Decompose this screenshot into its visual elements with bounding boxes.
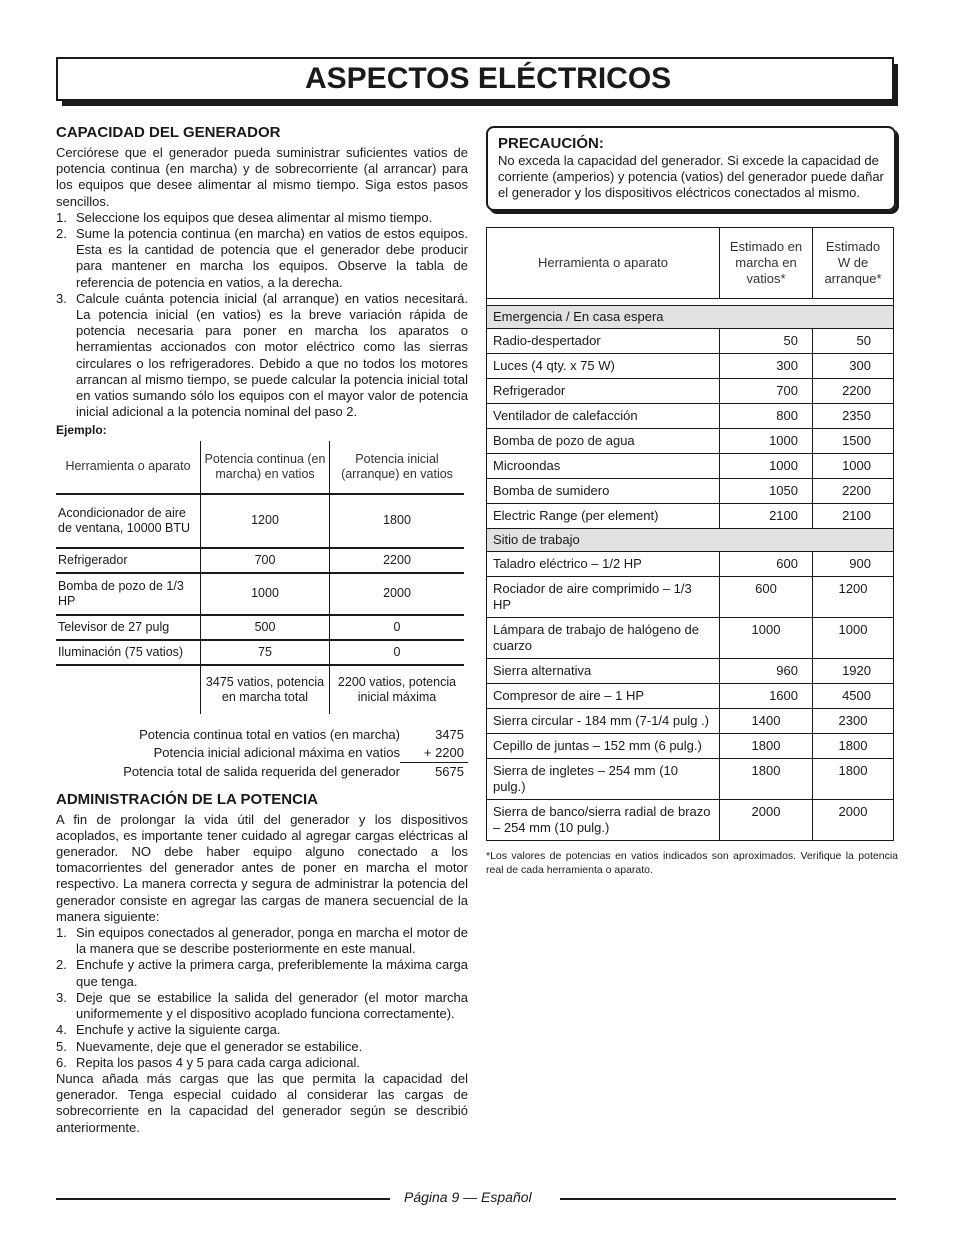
table-row <box>487 354 894 379</box>
table-cell: 1000 <box>720 454 813 479</box>
table-spacer <box>487 299 894 306</box>
table-cell: 50 <box>813 329 894 354</box>
table-cell: 2000 <box>330 573 465 615</box>
table-row <box>56 573 464 615</box>
table-cell: 2200 <box>813 479 894 504</box>
footer-rule-right <box>560 1198 896 1200</box>
table-cell: Luces (4 qty. x 75 W) <box>487 354 720 379</box>
example-table <box>56 441 464 714</box>
table-row <box>487 379 894 404</box>
table-cell: Bomba de sumidero <box>487 479 720 504</box>
table-row <box>487 618 894 659</box>
table-cell: Sierra de banco/sierra radial de brazo – 254 mm (10 pulg.) <box>487 800 720 841</box>
table-cell: 2000 <box>813 800 894 841</box>
table-cell: 1600 <box>720 684 813 709</box>
table-cell: 50 <box>720 329 813 354</box>
list-item: 5. Nuevamente, deje que el generador se estabilice. <box>56 1038 363 1054</box>
table-header-row <box>56 441 464 494</box>
table-cell: Refrigerador <box>487 379 720 404</box>
table-cell: 2200 <box>330 548 465 573</box>
table-cell: 1500 <box>813 429 894 454</box>
table-cell: 0 <box>330 640 465 665</box>
management-heading: ADMINISTRACIÓN DE LA POTENCIA <box>56 790 318 808</box>
management-intro: A fin de prolongar la vida útil del generador y los dispositivos acoplados, es importante tener cuidado al agregar cargas eléctricas al generador. NO debe haber equipo alguno conectado a los tomacorrientes del generador antes de poner en marcha el motor respectivo. La manera correcta y segura de administrar la potencia del generador consiste en agregar las cargas de manera secuencial de la manera siguiente: <box>56 811 468 924</box>
table-row <box>56 548 464 573</box>
management-closing: Nunca añada más cargas que las que permita la capacidad del generador. Tenga especial cuidado al considerar las cargas de sobrecorriente en la capacidad del generador según se describió anteriormente. <box>56 1070 468 1135</box>
management-steps <box>56 925 468 1071</box>
table-cell: Ventilador de calefacción <box>487 404 720 429</box>
table-row <box>487 479 894 504</box>
table-row <box>487 800 894 841</box>
table-header-cell: Herramienta o aparato <box>56 441 201 494</box>
table-cell: 2100 <box>813 504 894 529</box>
table-cell: Refrigerador <box>56 548 201 573</box>
table-cell: 900 <box>813 552 894 577</box>
title-banner <box>56 57 894 101</box>
table-header-cell: Estimado W de arranque* <box>813 228 894 299</box>
table-row <box>487 759 894 800</box>
table-cell: 1050 <box>720 479 813 504</box>
table-cell: Taladro eléctrico – 1/2 HP <box>487 552 720 577</box>
table-cell: 1200 <box>813 577 894 618</box>
table-cell: 700 <box>201 548 330 573</box>
table-cell: 500 <box>201 615 330 640</box>
capacity-heading: CAPACIDAD DEL GENERADOR <box>56 124 281 141</box>
table-cell: Iluminación (75 vatios) <box>56 640 201 665</box>
table-header-cell: Potencia inicial (arranque) en vatios <box>330 441 465 494</box>
table-cell: 2100 <box>720 504 813 529</box>
table-cell: 1000 <box>720 618 813 659</box>
table-cell: 1800 <box>720 734 813 759</box>
caution-text: No exceda la capacidad del generador. Si excede la capacidad de corriente (amperios) y potencia (vatios) del generador puede dañar el generador y los dispositivos eléctricos conectados al mismo. <box>498 153 884 200</box>
table-cell: 1400 <box>720 709 813 734</box>
list-item: 2. Sume la potencia continua (en marcha) en vatios de estos equipos. Esta es la cantidad de potencia que el generador debe producir para mantener en marcha los equipos. Observe la tabla de referencia de potencia en vatios, a la derecha. <box>56 226 468 290</box>
table-cell: 800 <box>720 404 813 429</box>
table-cell: Acondicionador de aire de ventana, 10000 BTU <box>56 494 201 548</box>
table-cell: 300 <box>720 354 813 379</box>
table-cell: 1800 <box>330 494 465 548</box>
page-number: Página 9 — Español <box>404 1189 532 1205</box>
table-cell: Lámpara de trabajo de halógeno de cuarzo <box>487 618 720 659</box>
table-cell: Rociador de aire comprimido – 1/3 HP <box>487 577 720 618</box>
table-row <box>487 577 894 618</box>
table-cell: Bomba de pozo de 1/3 HP <box>56 573 201 615</box>
table-category-row <box>487 529 894 552</box>
wattage-reference-table <box>486 227 894 841</box>
table-row <box>487 684 894 709</box>
table-cell: 2350 <box>813 404 894 429</box>
table-cell: Cepillo de juntas – 152 mm (6 pulg.) <box>487 734 720 759</box>
page-footer <box>56 1189 896 1209</box>
list-item: 3. Deje que se estabilice la salida del generador (el motor marcha uniformemente y el dispositivo acoplado funciona correctamente). <box>56 989 468 1022</box>
total-starting-cell: 2200 vatios, potencia inicial máxima <box>330 665 465 714</box>
table-cell: 1000 <box>720 429 813 454</box>
list-item: 2. Enchufe y active la primera carga, preferiblemente la máxima carga que tenga. <box>56 957 468 989</box>
table-header-cell: Potencia continua (en marcha) en vatios <box>201 441 330 494</box>
totals-row: Potencia inicial adicional máxima en vatios + 2200 <box>56 744 468 763</box>
table-cell: Compresor de aire – 1 HP <box>487 684 720 709</box>
table-header-cell: Estimado en marcha en vatios* <box>720 228 813 299</box>
totals-row: Potencia total de salida requerida del generador 5675 <box>123 763 464 779</box>
example-label: Ejemplo: <box>56 423 107 438</box>
caution-box <box>486 126 896 211</box>
table-cell: 1800 <box>813 759 894 800</box>
list-item: 1. Seleccione los equipos que desea alimentar al mismo tiempo. <box>56 209 433 225</box>
table-cell: 2200 <box>813 379 894 404</box>
table-row <box>487 552 894 577</box>
capacity-steps <box>56 210 468 421</box>
table-cell: 1800 <box>720 759 813 800</box>
table-cell: Sierra alternativa <box>487 659 720 684</box>
left-column <box>56 124 468 1136</box>
table-row <box>487 329 894 354</box>
table-cell-empty <box>56 665 201 714</box>
table-cell: 600 <box>720 552 813 577</box>
table-cell: 1920 <box>813 659 894 684</box>
capacity-intro: Cerciórese que el generador pueda suministrar suficientes vatios de potencia continua (en marcha) y de sobrecorriente (al arrancar) para los equipos que desee alimentar al mismo tiempo. Siga estos pasos sencillos. <box>56 145 468 209</box>
table-cell: 1200 <box>201 494 330 548</box>
caution-heading: PRECAUCIÓN: <box>498 135 604 152</box>
table-cell: Electric Range (per element) <box>487 504 720 529</box>
table-cell: 1800 <box>813 734 894 759</box>
total-running-cell: 3475 vatios, potencia en marcha total <box>201 665 330 714</box>
table-cell: Radio-despertador <box>487 329 720 354</box>
table-cell: Bomba de pozo de agua <box>487 429 720 454</box>
table-cell: Microondas <box>487 454 720 479</box>
table-cell: 1000 <box>201 573 330 615</box>
list-item: 6. Repita los pasos 4 y 5 para cada carga adicional. <box>56 1054 361 1070</box>
table-cell: 4500 <box>813 684 894 709</box>
table-category-row <box>487 306 894 329</box>
table-cell: 600 <box>720 577 813 618</box>
table-cell: 2000 <box>720 800 813 841</box>
table-header-cell: Herramienta o aparato <box>487 228 720 299</box>
table-cell: 700 <box>720 379 813 404</box>
table-cell: 960 <box>720 659 813 684</box>
table-row <box>487 659 894 684</box>
list-item: 4. Enchufe y active la siguiente carga. <box>56 1022 281 1038</box>
table-row <box>487 429 894 454</box>
table-row <box>487 454 894 479</box>
table-cell: 75 <box>201 640 330 665</box>
table-total-row <box>56 665 464 714</box>
footer-rule-left <box>56 1198 390 1200</box>
table-row <box>487 734 894 759</box>
table-row <box>56 615 464 640</box>
table-row <box>56 494 464 548</box>
page-title: ASPECTOS ELÉCTRICOS <box>305 62 672 95</box>
table-header-row <box>487 228 894 299</box>
table-row <box>56 640 464 665</box>
table-cell: Sierra de ingletes – 254 mm (10 pulg.) <box>487 759 720 800</box>
list-item: 1. Sin equipos conectados al generador, ponga en marcha el motor de la manera que se describe posteriormente en este manual. <box>56 925 468 957</box>
table-cell: 1000 <box>813 454 894 479</box>
list-item: 3. Calcule cuánta potencia inicial (al arranque) en vatios necesitará. La potencia inicial (en vatios) es la breve variación rápida de potencia necesaria para poner en marcha los aparatos o herramientas accionados con motor eléctrico como las sierras circulares o los refrigeradores. Debido a que no todos los motores arrancan al mismo tiempo, se puede calcular la potencia inicial total en vatios sumando sólo los equipos con el mayor valor de potencia inicial adicional a la potencia nominal del paso 2. <box>56 290 468 420</box>
table-cell: Televisor de 27 pulg <box>56 615 201 640</box>
table-row <box>487 404 894 429</box>
table-cell: 300 <box>813 354 894 379</box>
category-worksite: Sitio de trabajo <box>487 529 894 552</box>
table-row <box>487 504 894 529</box>
table-cell: 2300 <box>813 709 894 734</box>
table-cell: Sierra circular - 184 mm (7-1/4 pulg .) <box>487 709 720 734</box>
right-column <box>486 126 898 877</box>
table-cell: 1000 <box>813 618 894 659</box>
table-row <box>487 709 894 734</box>
totals-row: Potencia continua total en vatios (en marcha) 3475 <box>139 726 464 742</box>
category-emergency: Emergencia / En casa espera <box>487 306 894 329</box>
table-footnote: *Los valores de potencias en vatios indicados son aproximados. Verifique la potencia real de cada herramienta o aparato. <box>486 850 898 876</box>
totals-summary <box>56 726 468 781</box>
table-cell: 0 <box>330 615 465 640</box>
